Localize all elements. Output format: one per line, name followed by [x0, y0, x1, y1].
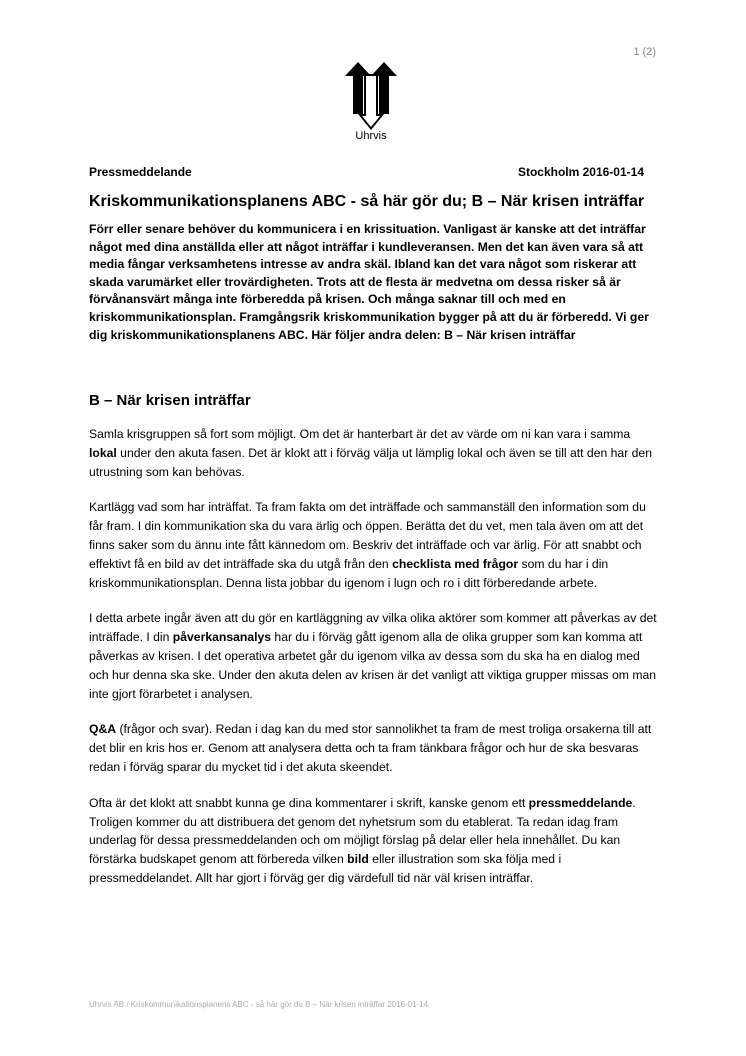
- paragraph-1: Samla krisgruppen så fort som möjligt. Om det är hanterbart är det av värde om ni kan vara i samma lokal under den akuta fasen. Det är klokt att i förväg välja ut lämplig lokal och även se till att den har den utrustning som kan behövas.: [89, 427, 652, 479]
- section-heading: B – När krisen inträffar: [89, 392, 251, 409]
- up-down-arrows-icon: [345, 62, 397, 132]
- page-number: 1 (2): [633, 46, 656, 58]
- lead-paragraph: Förr eller senare behöver du kommunicera i en krissituation. Vanligast är kanske att det inträffar något med dina anställda eller att något inträffar i kundleveransen. Men det kan även vara så att media fångar verksamhetens intresse av andra skäl. Ibland kan det vara något som riskerar att skada varumärket eller trovärdigheten. Trots att de flesta är medvetna om dessa risker så är förvånansvärt många inte förberedda på krisen. Och många saknar till och med en kriskommunikationsplan. Framgångsrik kriskommunikation bygger på att du är förberedd. Vi ger dig kriskommunikationsplanens ABC. Här följer andra delen: B – När krisen inträffar: [89, 222, 649, 342]
- page-footer: Uhrvis AB / Kriskommunikationsplanens ABC - så här gör du B – När krisen inträffar 2016-01-14: [89, 1000, 429, 1009]
- document-type: Pressmeddelande: [89, 165, 192, 179]
- document-meta: [89, 165, 656, 179]
- place-date: Stockholm 2016-01-14: [517, 165, 644, 179]
- paragraph-3: I detta arbete ingår även att du gör en kartläggning av vilka olika aktörer som kommer att påverkas av det inträffade. I din påverkansanalys har du i förväg gått igenom alla de olika grupper som kan komma att påverkas av krisen. I det operativa arbetet går du igenom vilka av dessa som du ska ha en dialog med och hur denna ska ske. Under den akuta delen av krisen är det vanligt att viktiga grupper missas om man inte gjort förarbetet i analysen.: [89, 611, 657, 701]
- document-title: Kriskommunikationsplanens ABC - så här gör du; B – När krisen inträffar: [89, 193, 645, 210]
- paragraph-2: Kartlägg vad som har inträffat. Ta fram fakta om det inträffade och sammanställ den information som du får fram. I din kommunikation ska du vara ärlig och öppen. Berätta det du vet, men tala även om att det finns saker som du ännu inte fått kännedom om. Beskriv det inträffade och var ärlig. För att snabbt och effektivt få en bild av det inträffade ska du utgå från den checklista med frågor som du har i din kriskommunikationsplan. Denna lista jobbar du igenom i lugn och ro i ditt förberedande arbete.: [89, 500, 646, 590]
- body-text: [89, 425, 661, 905]
- paragraph-4: Q&A (frågor och svar). Redan i dag kan du med stor sannolikhet ta fram de mest troliga orsakerna till att det blir en kris hos er. Genom att analysera detta och ta fram tänkbara frågor och hur de ska besvaras redan i förväg sparar du mycket tid i det akuta skeendet.: [89, 722, 652, 774]
- logo: [343, 62, 399, 148]
- paragraph-5: Ofta är det klokt att snabbt kunna ge dina kommentarer i skrift, kanske genom ett pressmeddelande. Troligen kommer du att distribuera det genom det nyhetsrum som du etablerat. Ta redan idag fram underlag för dessa pressmeddelanden och om möjligt förslag på delar eller hela innehållet. Du kan förstärka budskapet genom att förbereda vilken bild eller illustration som ska följa med i pressmeddelandet. Allt har gjort i förväg ger dig värdefull tid när väl krisen inträffar.: [89, 795, 636, 885]
- logo-text: Uhrvis: [355, 130, 387, 142]
